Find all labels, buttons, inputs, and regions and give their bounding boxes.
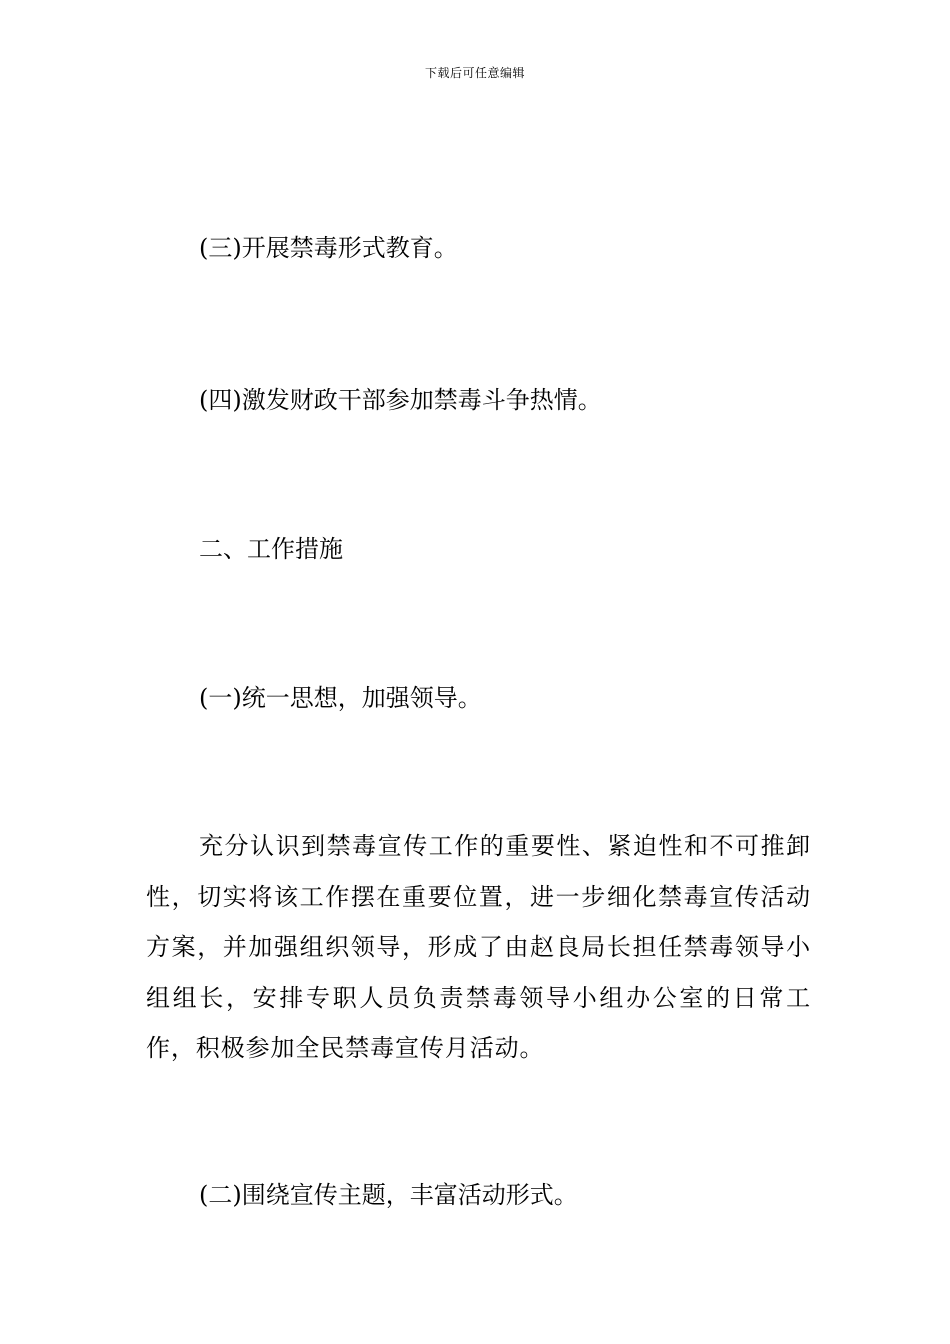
page-header: 下载后可任意编辑 (424, 66, 525, 80)
list-item-4: (四)激发财政干部参加禁毒斗争热情。 (199, 386, 602, 414)
list-item-3: (三)开展禁毒形式教育。 (199, 234, 458, 262)
measure-heading-1: (一)统一思想，加强领导。 (199, 684, 482, 712)
measure-heading-2: (二)围绕宣传主题，丰富活动形式。 (199, 1181, 578, 1209)
section-heading-2: 二、工作措施 (199, 535, 343, 563)
body-paragraph: 充分认识到禁毒宣传工作的重要性、紧迫性和不可推卸性，切实将该工作摆在重要位置，进一步细化禁毒宣传活动方案，并加强组织领导，形成了由赵良局长担任禁毒领导小组组长，安排专职人员负责禁毒领导小组办公室的日常工作，积极参加全民禁毒宣传月活动。 (146, 832, 811, 1062)
